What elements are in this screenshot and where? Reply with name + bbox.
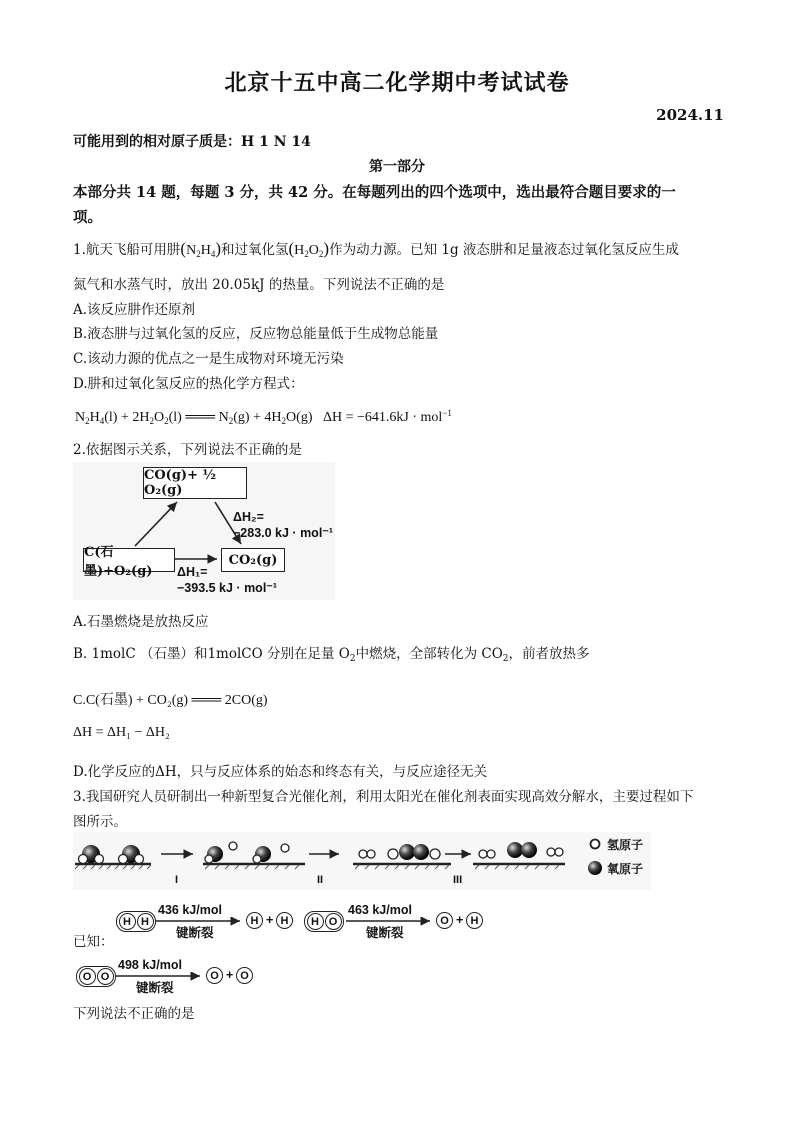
exam-date: 2024.11	[656, 106, 724, 124]
q1-option-c: C.该动力源的优点之一是生成物对环境无污染	[73, 351, 344, 367]
q2-stem: 2.依据图示关系，下列说法不正确的是	[73, 442, 302, 458]
q3-stem-line-2: 图所示。	[73, 814, 127, 830]
exam-title: 北京十五中高二化学期中考试试卷	[224, 70, 570, 96]
stage-label-3: III	[453, 874, 463, 886]
instruction-line-1: 本部分共 14 题，每题 3 分，共 42 分。在每题列出的四个选项中，选出最符合题目要求的一	[73, 184, 676, 201]
q3-process-diagram	[73, 832, 651, 890]
arrow-graphite-to-co	[135, 502, 177, 546]
stage-label-2: II	[317, 874, 324, 886]
formula-n2h4: $(N_2H_4)$	[180, 239, 221, 259]
dh1-value: −393.5 kJ · mol⁻¹	[177, 581, 278, 595]
diagram-box-graphite-o2: C(石墨)+O₂(g)	[83, 548, 175, 572]
diagram-box-co2: CO₂(g)	[221, 548, 285, 572]
h-atom: H	[276, 912, 293, 929]
h-o-energy: 463 kJ/mol	[348, 903, 412, 917]
formula-h2o2: $(H_2O_2)$	[288, 239, 330, 259]
legend-hydrogen: 氢原子	[607, 838, 644, 852]
o-o-bond-break: 键断裂	[136, 981, 174, 995]
q1-stem-line-2: 氮气和水蒸气时，放出 20.05kJ 的热量。下列说法不正确的是	[73, 277, 445, 293]
atomic-mass-note: 可能用到的相对原子质是：H 1 N 14	[73, 134, 311, 150]
q2-option-c: C.C(石墨) + CO₂(g) ═══ 2CO(g)	[73, 693, 268, 708]
q2-option-d: D.化学反应的ΔH，只与反应体系的始态和终态有关，与反应途径无关	[73, 764, 488, 780]
q3-stem-line-1: 3.我国研究人员研制出一种新型复合光催化剂，利用太阳光在催化剂表面实现高效分解水，主要过程如下	[73, 789, 694, 805]
q2-energy-diagram	[73, 462, 335, 600]
dh2-value: −283.0 kJ · mol⁻¹	[233, 526, 334, 540]
q1-option-a: A.该反应肼作还原剂	[73, 302, 196, 318]
instruction-line-2: 项。	[73, 209, 102, 226]
o-o-energy: 498 kJ/mol	[118, 958, 182, 972]
o-atom: O	[206, 967, 223, 984]
h-h-molecule: H H	[116, 911, 156, 932]
diagram-box-co-o2: CO(g)+ ½ O₂(g)	[143, 467, 247, 499]
h-o-bond-break: 键断裂	[366, 926, 404, 940]
h-atom: H	[466, 912, 483, 929]
q1-option-d: D.肼和过氧化氢反应的热化学方程式：	[73, 376, 304, 392]
o-atom: O	[436, 912, 453, 929]
q1-option-b: B.液态肼与过氧化氢的反应，反应物总能量低于生成物总能量	[73, 326, 439, 342]
q3-process-graphics	[73, 832, 651, 890]
dh1-label: ΔH₁=	[177, 565, 208, 579]
dh2-label: ΔH₂=	[233, 510, 264, 524]
h-h-energy: 436 kJ/mol	[158, 903, 222, 917]
stage-label-1: I	[175, 874, 179, 886]
legend-oxygen: 氧原子	[607, 862, 644, 876]
q3-known-label: 已知：	[73, 934, 114, 950]
h-h-bond-break: 键断裂	[176, 926, 214, 940]
part-heading: 第一部分	[369, 159, 425, 175]
bond-energy-row-2: O O 498 kJ/mol 键断裂 O + O	[76, 958, 276, 996]
o-o-molecule: O O	[76, 966, 116, 987]
q2-option-b: B. 1molC （石墨）和1molCO 分别在足量 $O_2$中燃烧，全部转化为 $CO_2$，前者放热多	[73, 646, 590, 664]
q1-thermo-equation: $N_2H_4(l) + 2H_2O_2(l)$ ═══ $N_2(g) + 4H_2O(g) \Delta H = -641.6kJ \cdot mol^{-1}$	[75, 408, 452, 426]
q2-option-a: A.石墨燃烧是放热反应	[73, 614, 209, 630]
bond-energy-row-1: H H 436 kJ/mol 键断裂 H + H H O 463 kJ/mol 键断裂 O + H	[114, 903, 499, 941]
h-o-molecule: H O	[304, 911, 344, 932]
q1-stem-line-1: 1.航天飞船可用肼$(N_2H_4)$和过氧化氢$(H_2O_2)$作为动力源。已知 1g 液态肼和足量液态过氧化氢反应生成	[73, 239, 679, 259]
h-atom: H	[246, 912, 263, 929]
q3-question: 下列说法不正确的是	[73, 1006, 195, 1022]
q2-option-c-delta-h: ΔH = ΔH₁ − ΔH₂	[73, 725, 170, 740]
o-atom: O	[236, 967, 253, 984]
